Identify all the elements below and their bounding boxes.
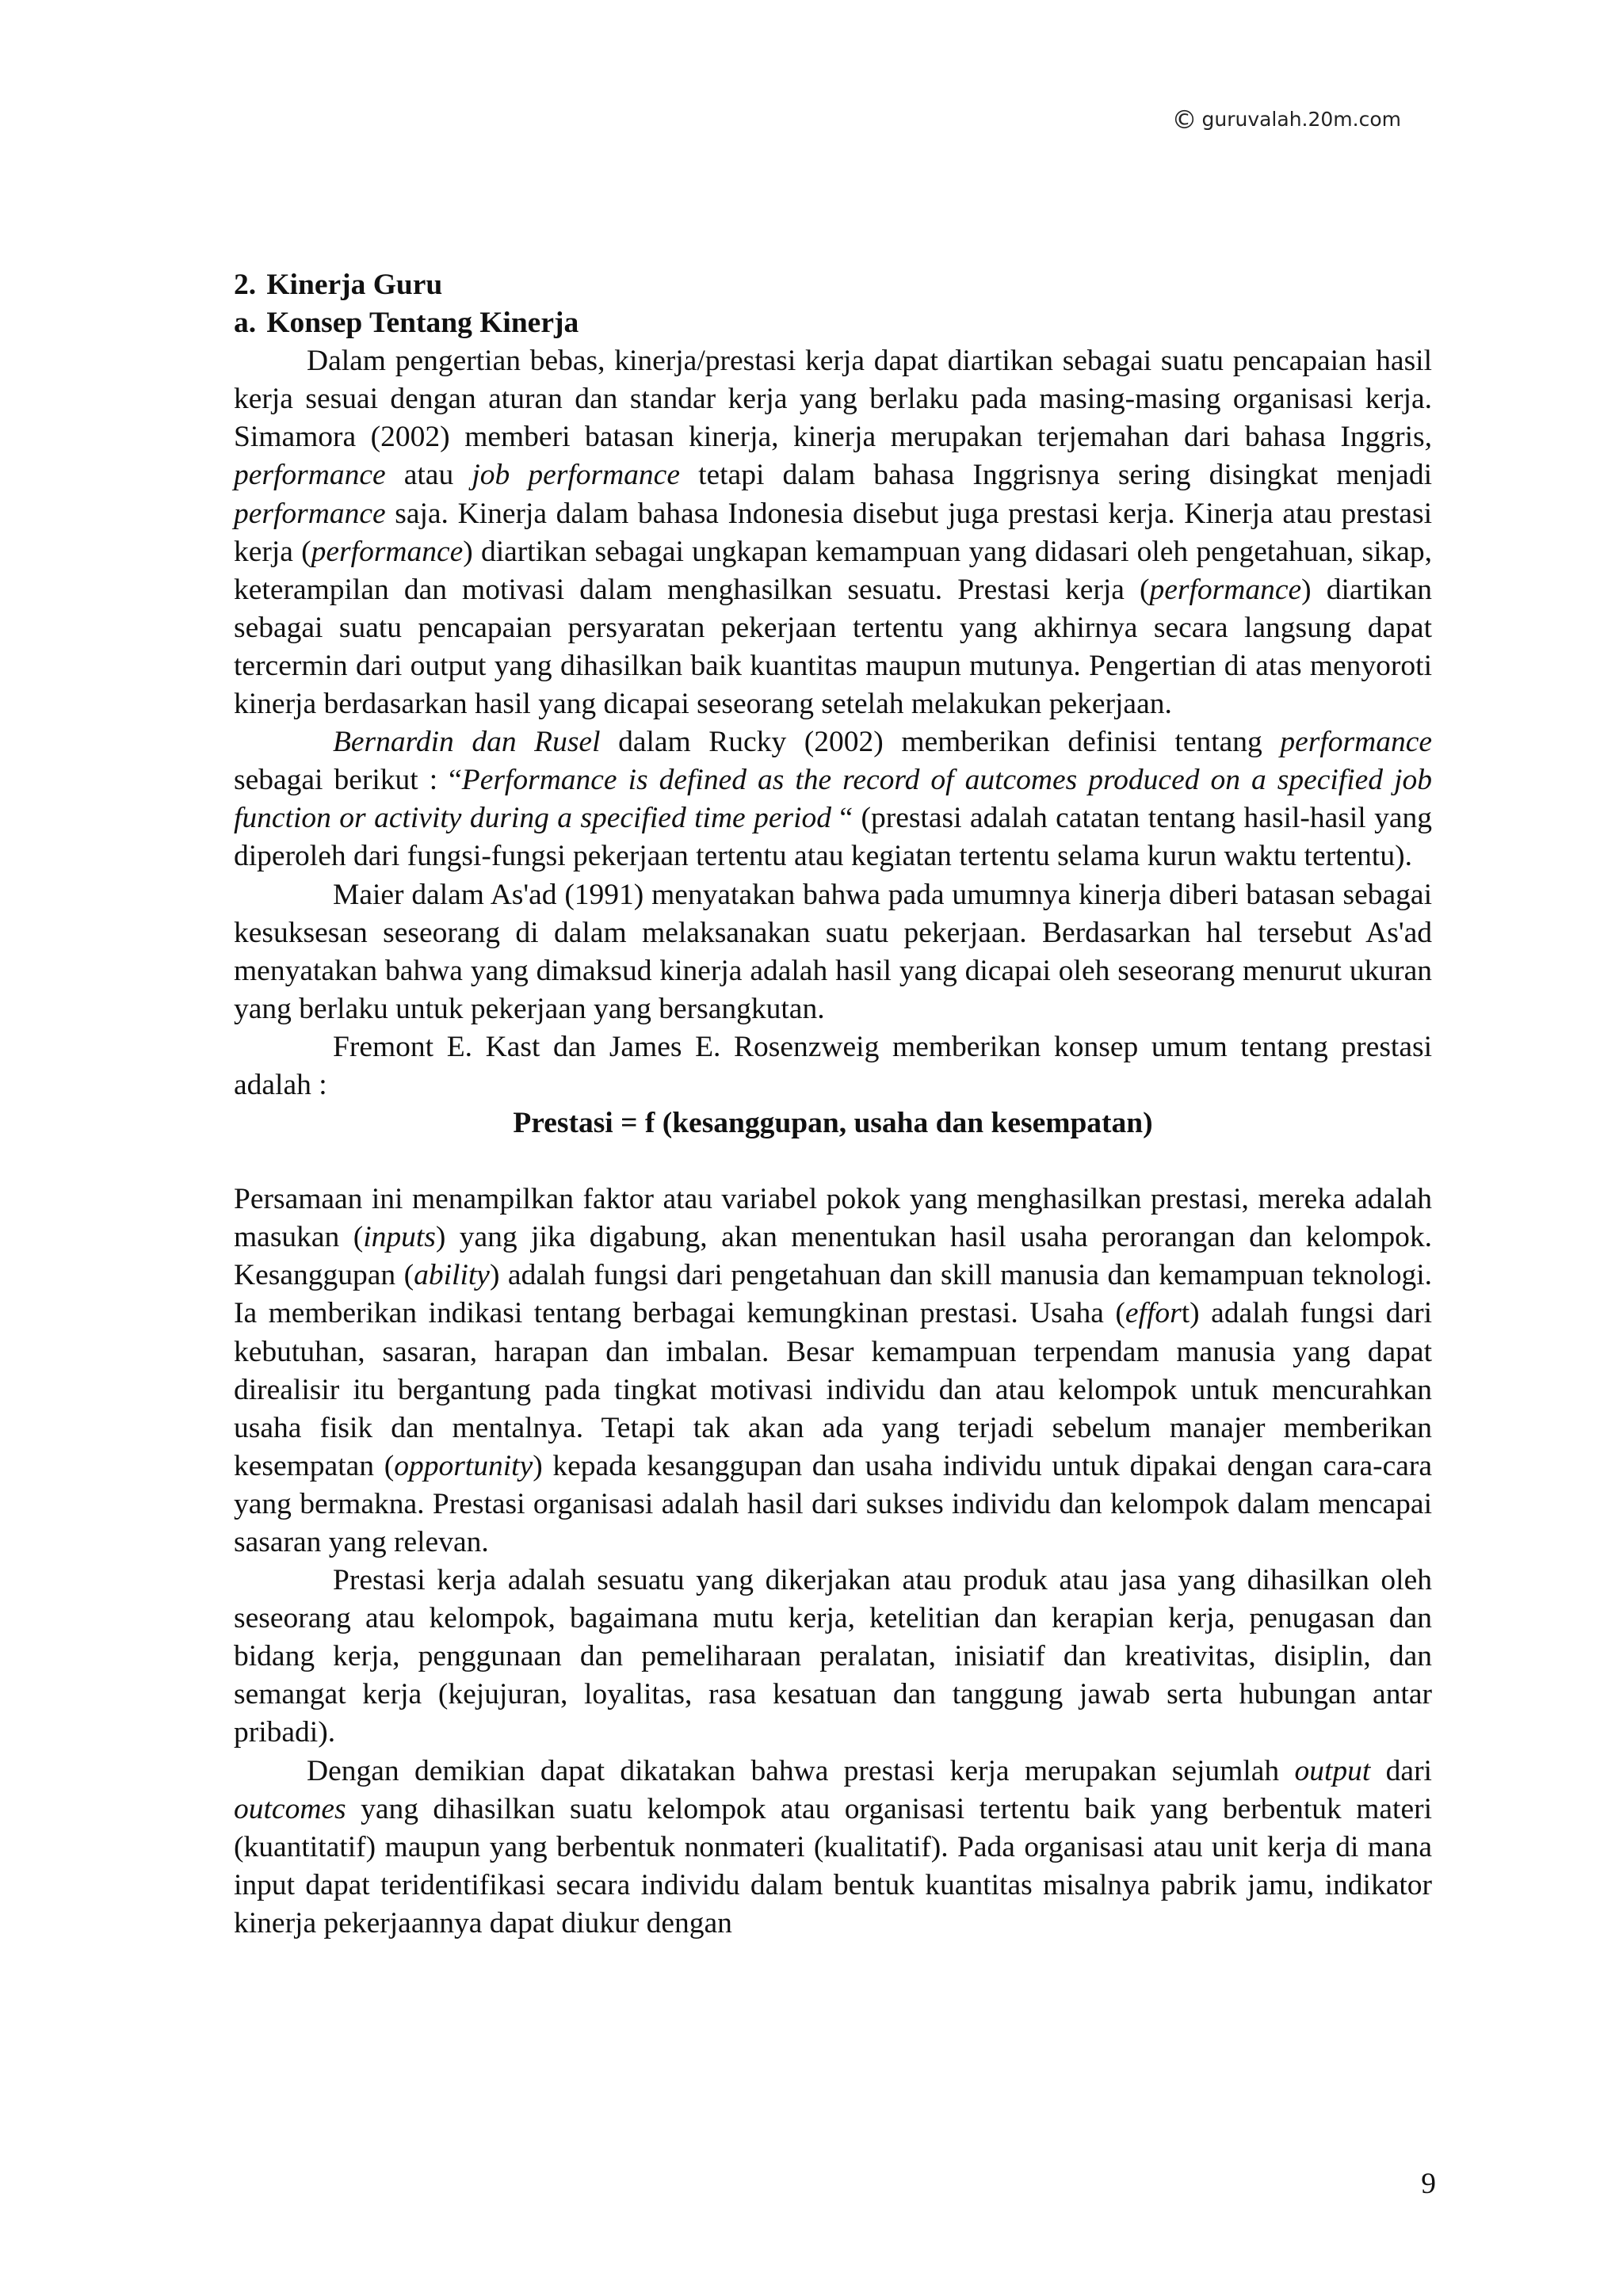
text-run: dari	[1370, 1754, 1432, 1787]
page-number: 9	[1421, 2168, 1436, 2200]
italic-run: Bernardin dan Rusel	[333, 726, 601, 759]
text-run: ) diartikan sebagai suatu pencapaian persyaratan pekerjaan tertentu yang akhirnya secara langsung dapat tercermin dari output yang dihasilkan baik kuantitas maupun mutunya. Pengertian di atas menyoroti kinerja berdasarkan hasil yang dicapai seseorang setelah melakukan pekerjaan.	[234, 573, 1432, 721]
italic-run: opportunity	[394, 1449, 533, 1482]
site-url: guruvalah.20m.com	[1201, 108, 1401, 131]
section-title: Kinerja Guru	[266, 269, 443, 301]
subsection-heading	[234, 304, 1432, 342]
text-run: “ (prestasi adalah catatan tentang hasil-hasil yang diperoleh dari fungsi-fungsi pekerjaan tertentu atau kegiatan tertentu selama kurun waktu tertentu).	[234, 802, 1432, 873]
copyright-watermark	[1171, 105, 1401, 135]
text-run: yang dihasilkan suatu kelompok atau organisasi tertentu baik yang berbentuk materi (kuantitatif) maupun yang berbentuk nonmateri (kualitatif). Pada organisasi atau unit kerja di mana input dapat teridentifikasi secara individu dalam bentuk kuantitas misalnya pabrik jamu, indikator kinerja pekerjaannya dapat diukur dengan	[234, 1792, 1432, 1939]
italic-run: output	[1294, 1754, 1371, 1787]
subsection-letter: a.	[234, 307, 257, 340]
paragraph-kast-rosenzweig: Fremont E. Kast dan James E. Rosenzweig memberikan konsep umum tentang prestasi adalah :	[234, 1030, 1432, 1101]
paragraph-maier: Maier dalam As'ad (1991) menyatakan bahwa pada umumnya kinerja diberi batasan sebagai kesuksesan seseorang di dalam melaksanakan suatu pekerjaan. Berdasarkan hal tersebut As'ad menyatakan bahwa yang dimaksud kinerja adalah hasil yang dicapai oleh seseorang menurut ukuran yang berlaku untuk pekerjaan yang bersangkutan.	[234, 878, 1432, 1025]
italic-run: inputs	[363, 1221, 436, 1254]
text-run: atau	[385, 459, 472, 492]
italic-run: Performance is defined as the record of autcomes produced on a specified job function or activity during a specified time period	[234, 764, 1432, 835]
paragraph-persamaan	[234, 1180, 1432, 1562]
copyright-icon: ©	[1171, 105, 1197, 135]
document-body	[234, 266, 1432, 1943]
italic-run: outcomes	[234, 1792, 346, 1825]
section-heading	[234, 266, 1432, 304]
italic-run: , performance	[234, 421, 1432, 492]
text-run: t) adalah fungsi dari kebutuhan, sasaran, harapan dan imbalan. Besar kemampuan terpendam manusia yang dapat direalisir itu bergantung pada tingkat motivasi individu dan atau kelompok untuk mencurahkan usaha fisik dan mentalnya. Tetapi tak akan ada yang terjadi sebelum manajer memberikan kesempatan (	[234, 1297, 1432, 1482]
text-run: Dalam pengertian bebas, kinerja/prestasi kerja dapat diartikan sebagai suatu pencapaian hasil kerja sesuai dengan aturan dan standar kerja yang berlaku pada masing-masing organisasi kerja. Simamora (2002) memberi batasan kinerja, kinerja merupakan terjemahan dari bahasa Inggris	[234, 345, 1432, 454]
italic-run: ability	[414, 1259, 490, 1292]
italic-run: job performance	[472, 459, 680, 492]
text-run: ) kepada kesanggupan dan usaha individu untuk dipakai dengan cara-cara yang bermakna. Prestasi organisasi adalah hasil dari sukses individu dan kelompok dalam mencapai sasaran yang relevan.	[234, 1449, 1432, 1558]
italic-run: performance	[311, 535, 464, 568]
paragraph-bernardin-rusel	[234, 723, 1432, 875]
italic-run: performance	[234, 497, 386, 530]
text-run: tetapi dalam bahasa Inggrisnya sering disingkat menjadi	[679, 459, 1432, 492]
paragraph-kesimpulan	[234, 1753, 1432, 1943]
text-run: saja. Kinerja dalam bahasa Indonesia disebut juga prestasi kerja. Kinerja atau prestasi kerja (	[234, 497, 1432, 568]
text-run: dalam Rucky (2002) memberikan definisi tentang	[600, 726, 1281, 759]
text-run: Dengan demikian dapat dikatakan bahwa prestasi kerja merupakan sejumlah	[307, 1754, 1295, 1787]
text-run: sebagai berikut : “	[234, 764, 462, 797]
paragraph-prestasi-kerja: Prestasi kerja adalah sesuatu yang dikerjakan atau produk atau jasa yang dihasilkan oleh seseorang atau kelompok, bagaimana mutu kerja, ketelitian dan kerapian kerja, penugasan dan bidang kerja, penggunaan dan pemeliharaan peralatan, inisiatif dan kreativitas, disiplin, dan semangat kerja (kejujuran, loyalitas, rasa kesatuan dan tanggung jawab serta hubungan antar pribadi).	[234, 1564, 1432, 1749]
subsection-title: Konsep Tentang Kinerja	[266, 307, 579, 340]
italic-run: performance	[1149, 573, 1302, 606]
prestasi-formula: Prestasi = f (kesanggupan, usaha dan kesempatan)	[513, 1107, 1153, 1140]
text-run: ) adalah fungsi dari pengetahuan dan skill manusia dan kemampuan teknologi. Ia memberikan indikasi tentang berbagai kemungkinan prestasi. Usaha (	[234, 1259, 1432, 1330]
section-number: 2.	[234, 269, 257, 301]
italic-run: performance	[1280, 726, 1433, 759]
paragraph-kinerja-definition	[234, 342, 1432, 723]
italic-run: effor	[1125, 1297, 1182, 1330]
text-run: ) yang jika digabung, akan menentukan hasil usaha perorangan dan kelompok. Kesanggupan (	[234, 1221, 1432, 1292]
text-run: Persamaan ini menampilkan faktor atau variabel pokok yang menghasilkan prestasi, mereka adalah masukan (	[234, 1183, 1432, 1254]
text-run: ) diartikan sebagai ungkapan kemampuan yang didasari oleh pengetahuan, sikap, keterampilan dan motivasi dalam menghasilkan sesuatu. Prestasi kerja (	[234, 535, 1433, 606]
